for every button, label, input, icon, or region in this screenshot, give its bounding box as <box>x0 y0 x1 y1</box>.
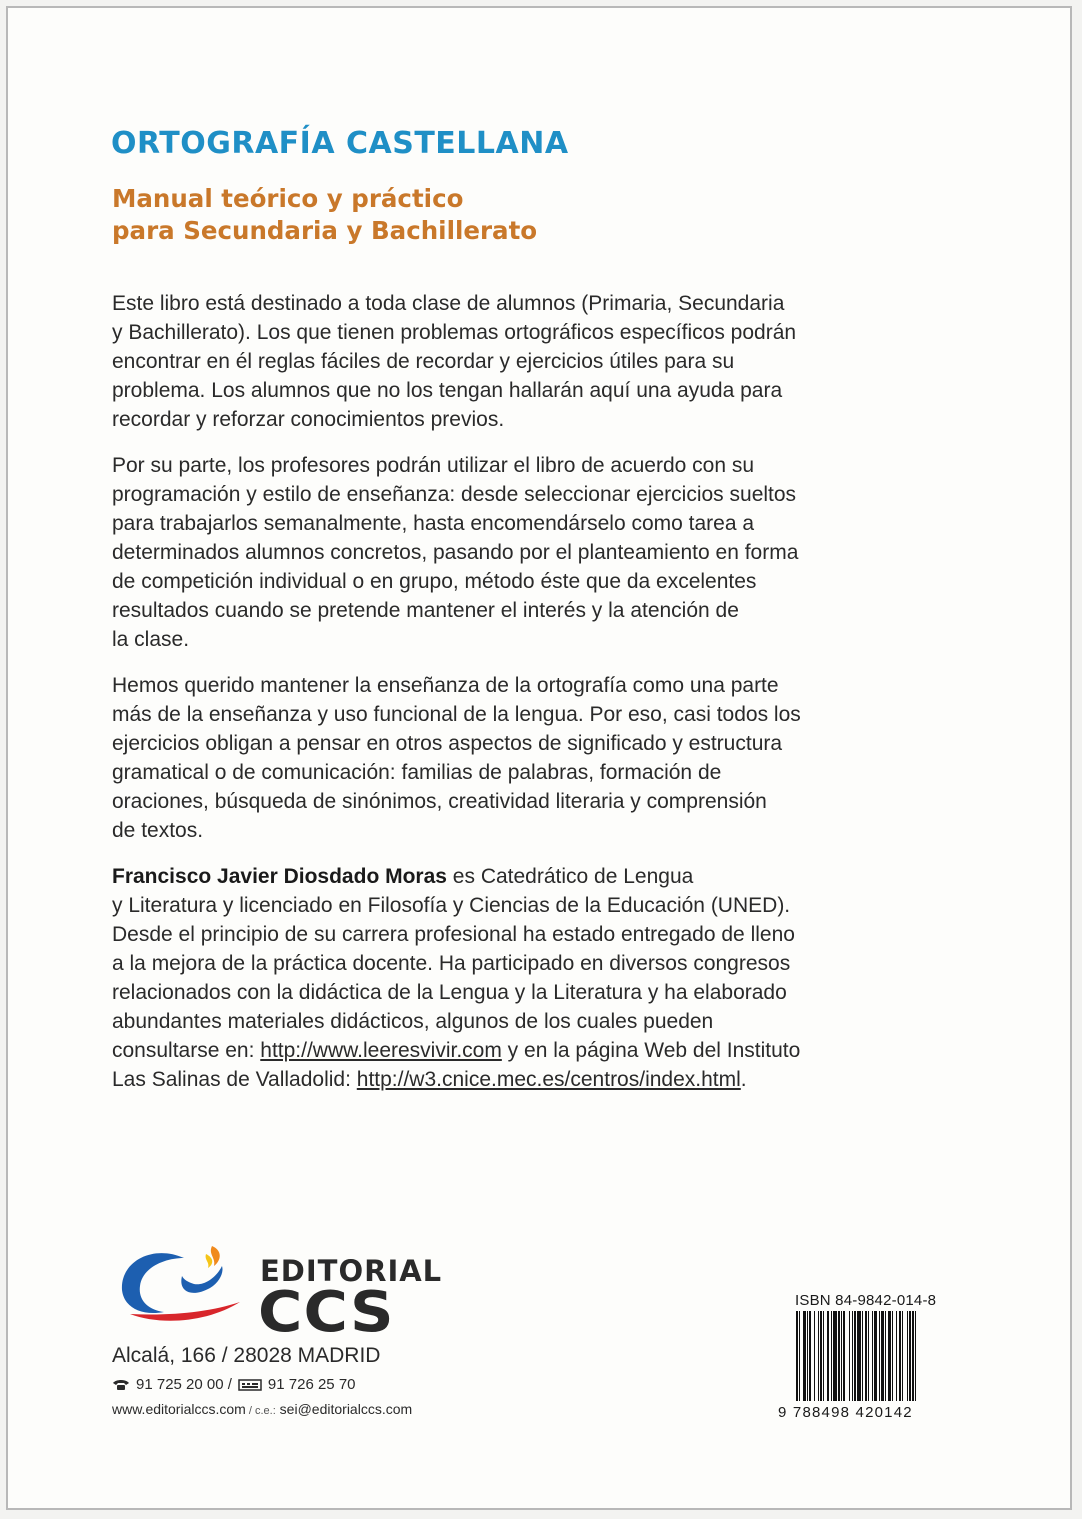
text-line: programación y estilo de enseñanza: desde seleccionar ejercicios sueltos <box>112 483 797 506</box>
text-line: más de la enseñanza y uso funcional de la lengua. Por eso, casi todos los <box>112 703 801 726</box>
text-line: oraciones, búsqueda de sinónimos, creatividad literaria y comprensión <box>112 790 767 813</box>
text-line: encontrar en él reglas fáciles de recordar y ejercicios útiles para su <box>112 350 735 373</box>
text-line: y Literatura y licenciado en Filosofía y Ciencias de la Educación (UNED). <box>112 894 791 917</box>
text-line: la clase. <box>112 628 190 651</box>
text-line: determinados alumnos concretos, pasando por el planteamiento en forma <box>112 541 799 564</box>
text-line: Por su parte, los profesores podrán utilizar el libro de acuerdo con su <box>112 454 755 477</box>
back-cover <box>6 6 1072 1510</box>
text-line <box>112 1065 912 1094</box>
text-fragment: es Catedrático de Lengua <box>446 865 694 888</box>
isbn-digits: 9 788498 420142 <box>778 1404 913 1421</box>
text-line: Hemos querido mantener la enseñanza de la ortografía como una parte <box>112 674 779 697</box>
publisher-contacts <box>112 1376 356 1393</box>
text-line <box>112 1036 912 1065</box>
text-line: recordar y reforzar conocimientos previos. <box>112 408 505 431</box>
publisher-logo <box>112 1236 443 1345</box>
text-fragment: y en la página Web del Instituto <box>501 1039 801 1062</box>
text-fragment: Las Salinas de Valladolid: <box>112 1068 357 1091</box>
paragraph-2 <box>112 451 912 654</box>
isbn-barcode-block <box>778 1286 962 1424</box>
author-bio <box>112 862 912 1094</box>
separator: / <box>245 1405 255 1417</box>
isbn-label: ISBN 84-9842-014-8 <box>795 1292 937 1309</box>
text-line: relacionados con la didáctica de la Lengua y la Literatura y ha elaborado <box>112 981 787 1004</box>
email-label: c.e.: <box>255 1405 276 1417</box>
text-line: ejercicios obligan a pensar en otros aspectos de significado y estructura <box>112 732 783 755</box>
book-subtitle <box>112 183 537 247</box>
subtitle-line-2: para Secundaria y Bachillerato <box>112 216 538 245</box>
publisher-name-line-2: CCS <box>258 1280 395 1345</box>
text-line: de competición individual o en grupo, método éste que da excelentes <box>112 570 757 593</box>
book-title: ORTOGRAFÍA CASTELLANA <box>111 126 569 161</box>
website-link-cnice[interactable]: http://w3.cnice.mec.es/centros/index.html <box>356 1068 741 1091</box>
text-line <box>112 862 912 891</box>
ccs-swoosh-icon <box>112 1236 252 1336</box>
paragraph-1 <box>112 289 912 434</box>
phone-number: 91 725 20 00 / <box>136 1376 232 1393</box>
paragraph-3 <box>112 671 912 845</box>
barcode-bar <box>916 1311 918 1401</box>
text-line: Desde el principio de su carrera profesional ha estado entregado de lleno <box>112 923 795 946</box>
publisher-website-link[interactable]: www.editorialccs.com <box>112 1401 246 1417</box>
blurb <box>112 289 912 1111</box>
text-line: Este libro está destinado a toda clase de alumnos (Primaria, Secundaria <box>112 292 785 315</box>
text-line: gramatical o de comunicación: familias de palabras, formación de <box>112 761 722 784</box>
website-link-leeresvivir[interactable]: http://www.leeresvivir.com <box>260 1039 502 1062</box>
fax-icon <box>238 1379 262 1391</box>
barcode-icon <box>796 1311 958 1401</box>
publisher-address: Alcalá, 166 / 28028 MADRID <box>112 1344 381 1367</box>
text-line: para trabajarlos semanalmente, hasta encomendárselo como tarea a <box>112 512 755 535</box>
publisher-web <box>112 1401 412 1417</box>
text-line: y Bachillerato). Los que tienen problemas ortográficos específicos podrán <box>112 321 797 344</box>
text-line: de textos. <box>112 819 204 842</box>
subtitle-line-1: Manual teórico y práctico <box>112 184 464 213</box>
text-line: resultados cuando se pretende mantener el interés y la atención de <box>112 599 739 622</box>
text-line: a la mejora de la práctica docente. Ha participado en diversos congresos <box>112 952 791 975</box>
publisher-email-link[interactable]: sei@editorialccs.com <box>275 1401 413 1417</box>
author-name: Francisco Javier Diosdado Moras <box>112 865 447 888</box>
text-line: abundantes materiales didácticos, algunos de los cuales pueden <box>112 1010 714 1033</box>
text-fragment: consultarse en: <box>112 1039 261 1062</box>
text-fragment: . <box>740 1068 747 1091</box>
telephone-icon <box>112 1379 130 1391</box>
text-line: problema. Los alumnos que no los tengan hallarán aquí una ayuda para <box>112 379 783 402</box>
publisher-name-line-1: EDITORIAL <box>260 1254 443 1288</box>
fax-number: 91 726 25 70 <box>267 1376 356 1393</box>
